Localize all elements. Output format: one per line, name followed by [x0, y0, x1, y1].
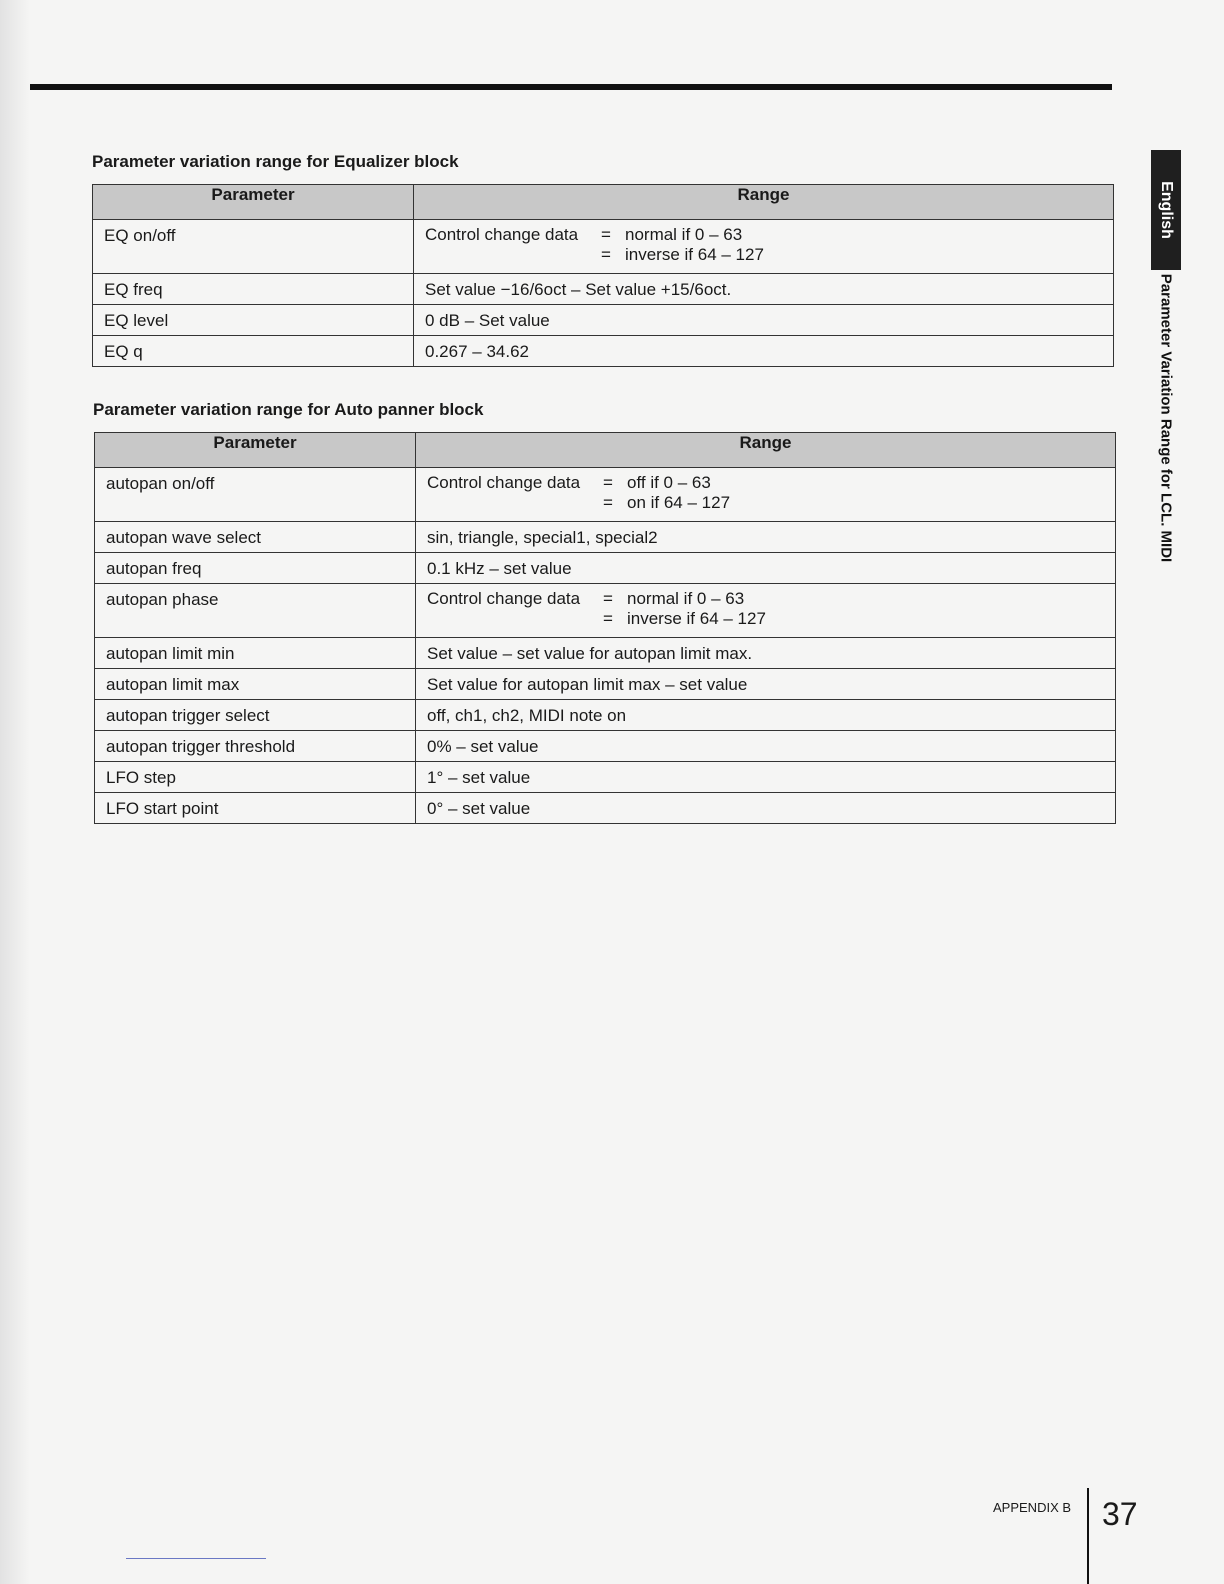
auto-panner-heading: Parameter variation range for Auto panner block — [93, 400, 484, 419]
parameter-cell: autopan trigger threshold — [95, 731, 416, 762]
table-row — [95, 553, 1116, 584]
range-cell: Control change data = off if 0 – 63 = on if 64 – 127 — [416, 468, 1116, 522]
range-label: Control change data — [427, 473, 581, 492]
page-number: 37 — [1102, 1496, 1138, 1532]
parameter-cell: autopan limit max — [95, 669, 416, 700]
table-row — [93, 336, 1114, 367]
top-rule — [30, 84, 1112, 90]
language-tab — [1151, 150, 1181, 270]
range-cell: 0° – set value — [416, 793, 1116, 824]
table-header-row — [95, 433, 1116, 468]
table-row — [95, 731, 1116, 762]
footer-appendix-label: APPENDIX B — [993, 1500, 1072, 1515]
table-header-row — [93, 185, 1114, 220]
parameter-cell: LFO start point — [95, 793, 416, 824]
range-label: Control change data — [427, 589, 581, 608]
table-row — [95, 468, 1116, 522]
table-row — [95, 522, 1116, 553]
parameter-cell: LFO step — [95, 762, 416, 793]
parameter-cell: autopan wave select — [95, 522, 416, 553]
parameter-cell: EQ freq — [93, 274, 414, 305]
range-column-header: Range — [414, 185, 1114, 220]
parameter-cell: autopan trigger select — [95, 700, 416, 731]
table-row — [95, 584, 1116, 638]
parameter-column-header: Parameter — [95, 433, 416, 468]
parameter-column-header: Parameter — [93, 185, 414, 220]
range-cell: Control change data = normal if 0 – 63 = inverse if 64 – 127 — [416, 584, 1116, 638]
parameter-cell: autopan on/off — [95, 468, 416, 522]
parameter-cell: autopan freq — [95, 553, 416, 584]
parameter-cell: autopan phase — [95, 584, 416, 638]
range-cell: 0.1 kHz – set value — [416, 553, 1116, 584]
table-row — [95, 793, 1116, 824]
table-row — [95, 700, 1116, 731]
range-label: Control change data — [425, 225, 579, 244]
table-row — [93, 220, 1114, 274]
range-cell: 0% – set value — [416, 731, 1116, 762]
table-row — [93, 305, 1114, 336]
side-section-title: Parameter Variation Range for LCL. MIDI — [1157, 273, 1175, 563]
parameter-cell: autopan limit min — [95, 638, 416, 669]
range-column-header: Range — [416, 433, 1116, 468]
table-row — [95, 669, 1116, 700]
scan-artifact-line — [126, 1558, 266, 1559]
range-cell: 0 dB – Set value — [414, 305, 1114, 336]
range-cell: 0.267 – 34.62 — [414, 336, 1114, 367]
range-cell: Set value −16/6oct – Set value +15/6oct. — [414, 274, 1114, 305]
range-cell: Control change data = normal if 0 – 63 = inverse if 64 – 127 — [414, 220, 1114, 274]
parameter-cell: EQ on/off — [93, 220, 414, 274]
parameter-cell: EQ level — [93, 305, 414, 336]
range-cell: Set value for autopan limit max – set value — [416, 669, 1116, 700]
footer-divider — [1087, 1488, 1089, 1584]
language-tab-label: English — [1158, 181, 1175, 239]
range-cell: Set value – set value for autopan limit max. — [416, 638, 1116, 669]
auto-panner-table — [94, 432, 1116, 824]
range-cell: sin, triangle, special1, special2 — [416, 522, 1116, 553]
equalizer-heading: Parameter variation range for Equalizer block — [92, 152, 459, 171]
table-row — [95, 638, 1116, 669]
table-row — [95, 762, 1116, 793]
parameter-cell: EQ q — [93, 336, 414, 367]
range-cell: 1° – set value — [416, 762, 1116, 793]
table-row — [93, 274, 1114, 305]
range-cell: off, ch1, ch2, MIDI note on — [416, 700, 1116, 731]
equalizer-table — [92, 184, 1114, 367]
page-edge-shadow — [0, 0, 30, 1584]
